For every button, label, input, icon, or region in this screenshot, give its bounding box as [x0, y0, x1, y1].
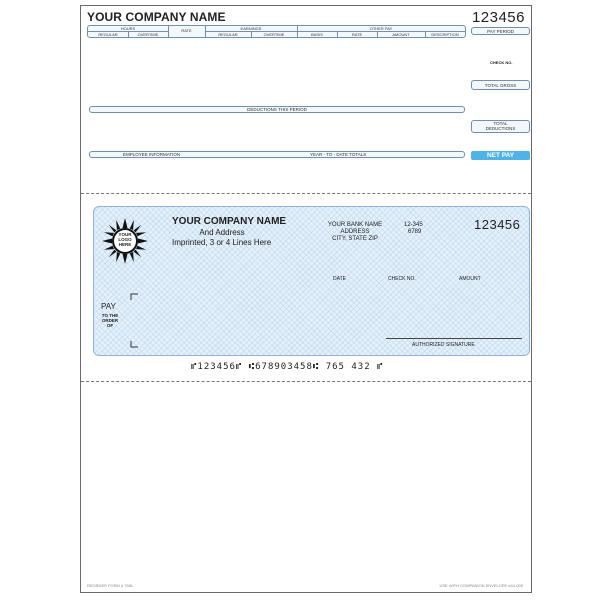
- employee-information-label: EMPLOYEE INFORMATION: [123, 152, 181, 157]
- to-the-order-of-label: [100, 313, 120, 328]
- address-window-corner-marks: [130, 293, 142, 353]
- logo-text: [112, 232, 138, 247]
- micr-line: ⑈123456⑈ ⑆678903458⑆ 765 432 ⑈: [191, 362, 384, 372]
- hours-label: HOURS: [120, 26, 136, 31]
- col-rate: RATE: [351, 32, 363, 37]
- perforation-line-bottom: [81, 381, 531, 382]
- logo-line: LOGO: [118, 237, 132, 242]
- earnings-header-table: [87, 25, 466, 38]
- total-gross-box: TOTAL GROSS: [471, 80, 530, 90]
- net-pay-badge: NET PAY: [471, 151, 530, 160]
- col-overtime-earnings: OVERTIME: [263, 32, 285, 37]
- deductions-bar: DEDUCTIONS THIS PERIOD: [89, 106, 465, 113]
- fraction-top: 12-345: [404, 222, 423, 228]
- reorder-form-text: REORDER FORM # 765L: [87, 583, 134, 588]
- col-basis: BASIS: [311, 32, 323, 37]
- companion-envelope-text: USE WITH COMPANION ENVELOPE #44-005: [439, 583, 523, 588]
- bank-info: [324, 222, 386, 243]
- pay-label: PAY: [101, 302, 116, 311]
- fraction-bottom: 6789: [408, 229, 422, 235]
- logo-line: HERE: [118, 242, 132, 247]
- check-number: 123456: [474, 217, 521, 232]
- col-regular-hours: REGULAR: [98, 32, 118, 37]
- signature-line: [386, 338, 522, 339]
- divider: [168, 26, 169, 38]
- col-regular-earnings: REGULAR: [218, 32, 238, 37]
- ytd-totals-label: YEAR - TO - DATE TOTALS: [310, 152, 367, 157]
- other-pay-label: OTHER PAY: [369, 26, 393, 31]
- check-company-name: YOUR COMPANY NAME: [172, 216, 287, 227]
- earnings-label: EARNINGS: [240, 26, 262, 31]
- check-no-label: CHECK NO.: [490, 60, 513, 65]
- amount-label: AMOUNT: [459, 276, 481, 282]
- col-description: DESCRIPTION: [431, 32, 459, 37]
- check-address-line2: Imprinted, 3 or 4 Lines Here: [172, 238, 272, 247]
- perforation-line-top: [81, 193, 531, 194]
- pay-period-box: PAY PERIOD: [471, 27, 530, 35]
- bank-city: CITY, STATE ZIP: [332, 236, 378, 242]
- stub-company-name: YOUR COMPANY NAME: [87, 10, 226, 24]
- check-address-line1: And Address: [199, 228, 245, 237]
- total-deductions-box: [471, 120, 530, 133]
- logo-line: YOUR: [118, 232, 132, 237]
- rate-label: RATE: [181, 28, 192, 33]
- check-no-field-label: CHECK NO.: [388, 276, 416, 282]
- check-form-page: [80, 5, 532, 593]
- authorized-signature-label: AUTHORIZED SIGNATURE: [412, 342, 475, 348]
- bank-address: ADDRESS: [340, 229, 370, 235]
- col-amount: AMOUNT: [392, 32, 410, 37]
- col-overtime-hours: OVERTIME: [137, 32, 159, 37]
- to-the-order-line: TO THE: [101, 313, 119, 318]
- stub-check-number: 123456: [471, 9, 525, 26]
- to-the-order-line: ORDER: [101, 318, 119, 323]
- total-deductions-line1: TOTAL: [493, 121, 508, 126]
- check-body: [93, 206, 530, 356]
- to-the-order-line: OF: [106, 323, 114, 328]
- date-label: DATE: [333, 276, 346, 282]
- bank-name: YOUR BANK NAME: [327, 222, 383, 228]
- employee-info-bar: [89, 151, 465, 158]
- total-deductions-line2: DEDUCTIONS: [485, 125, 516, 131]
- routing-fraction: [404, 222, 423, 236]
